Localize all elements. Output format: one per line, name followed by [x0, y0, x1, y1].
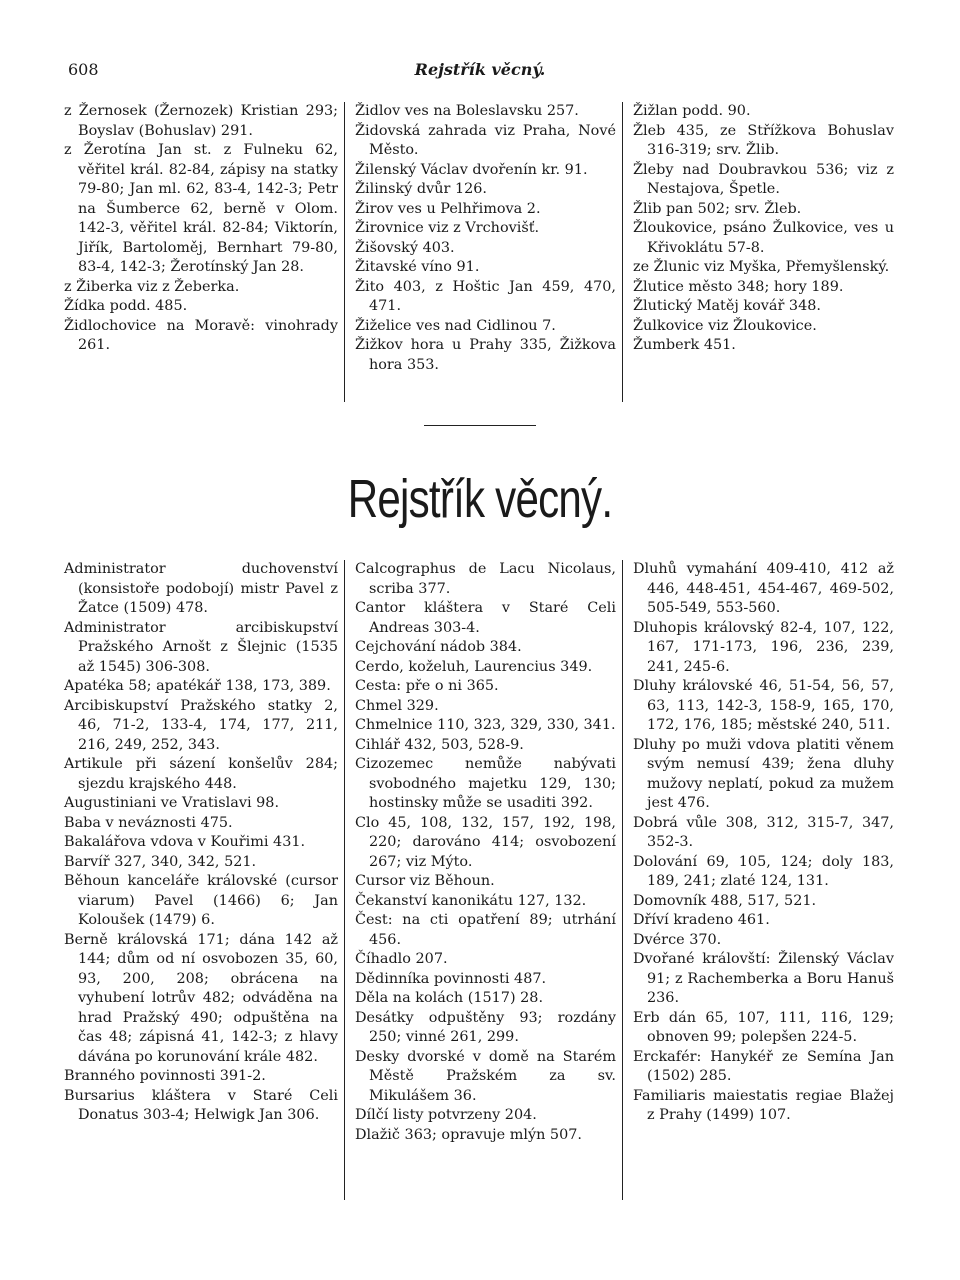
- index-entry: Dluhy královské 46, 51-54, 56, 57, 63, 113, 142-3, 158-9, 165, 170, 172, 176, 185; městské 240, 511.: [633, 678, 894, 733]
- index-entry: Dříví kradeno 461.: [633, 912, 770, 928]
- index-entry: z Žernosek (Žernozek) Kristian 293; Boyslav (Bohuslav) 291.: [64, 103, 338, 139]
- index-entry: Žleby nad Doubravkou 536; viz z Nestajova, Špetle.: [633, 161, 894, 197]
- index-column-1: [64, 560, 344, 1200]
- index-entry: Žloukovice, psáno Žulkovice, ves u Křivoklátu 57-8.: [633, 220, 894, 256]
- index-bottom-columns: [64, 560, 900, 1200]
- index-entry: Dílčí listy potvrzeny 204.: [355, 1107, 537, 1123]
- index-column-1: [64, 102, 344, 402]
- index-entry: Berně královská 171; dána 142 až 144; dům od ní osvobozen 35, 60, 93, 200, 208; obrácena na vyhubení lotrův 482; odváděna na hrad Pražský 490; odpuštěna na čas 48; zápisná 41, 142-3; z hlavy dávána po korunování krále 482.: [64, 931, 338, 1065]
- index-entry: Barvíř 327, 340, 342, 521.: [64, 853, 257, 870]
- index-entry: Dolování 69, 105, 124; doly 183, 189, 241; zlaté 124, 131.: [633, 853, 894, 889]
- index-entry: Cerdo, koželuh, Laurencius 349.: [355, 658, 593, 675]
- index-top-columns: [64, 102, 900, 402]
- index-entry: Administrator arcibiskupství Pražského Arnošt z Šlejnic (1535 až 1545) 306-308.: [64, 619, 338, 675]
- index-entry: Žilinský dvůr 126.: [355, 181, 487, 197]
- index-entry: Žilenský Václav dvořenín kr. 91.: [355, 161, 588, 178]
- index-entry: Žleb 435, ze Střížkova Bohuslav 316-319; srv. Žlib.: [633, 122, 894, 158]
- index-entry: Dvérce 370.: [633, 931, 722, 948]
- index-entry: Žulkovice viz Žloukovice.: [633, 317, 817, 334]
- index-entry: Žumberk 451.: [633, 337, 736, 353]
- index-entry: Žišovský 403.: [355, 239, 455, 256]
- index-entry: Familiaris maiestatis regiae Blažej z Prahy (1499) 107.: [633, 1087, 894, 1123]
- index-entry: Žiželice ves nad Cidlinou 7.: [355, 317, 556, 334]
- index-entry: Apatéka 58; apatékář 138, 173, 389.: [64, 678, 331, 694]
- index-entry: Clo 45, 108, 132, 157, 192, 198, 220; darováno 414; osvobození 267; viz Mýto.: [355, 814, 616, 870]
- index-column-2: [344, 102, 622, 402]
- index-entry: Cursor viz Běhoun.: [355, 873, 495, 889]
- index-entry: Cantor kláštera v Staré Celi Andreas 303-4.: [355, 600, 616, 636]
- section-divider: [424, 425, 536, 426]
- index-entry: Žižlan podd. 90.: [633, 103, 751, 119]
- index-entry: Žito 403, z Hoštic Jan 459, 470, 471.: [355, 278, 616, 314]
- index-entry: Calcographus de Lacu Nicolaus, scriba 377.: [355, 561, 616, 597]
- index-entry: Číhadlo 207.: [355, 951, 448, 967]
- index-entry: Arcibiskupství Pražského statky 2, 46, 71-2, 133-4, 174, 177, 211, 216, 249, 252, 343.: [64, 697, 338, 753]
- index-entry: Dlažič 363; opravuje mlýn 507.: [355, 1126, 582, 1143]
- index-entry: Žitavské víno 91.: [355, 259, 480, 275]
- index-entry: Dvořané královští: Žilenský Václav 91; z Rachemberka a Boru Hanuš 236.: [633, 951, 894, 1006]
- index-entry: Cejchování nádob 384.: [355, 639, 522, 655]
- index-entry: Cihlář 432, 503, 528-9.: [355, 736, 524, 753]
- index-entry: Žlutický Matěj kovář 348.: [633, 298, 821, 314]
- index-entry: Žirovnice viz z Vrchovišť.: [355, 220, 540, 236]
- index-entry: Desátky odpuštěny 93; rozdány 250; vinné 261, 299.: [355, 1009, 616, 1045]
- index-column-3: [622, 102, 900, 402]
- index-entry: ze Žlunic viz Myška, Přemyšlenský.: [633, 259, 890, 275]
- index-entry: Bursarius kláštera v Staré Celi Donatus 303-4; Helwigk Jan 306.: [64, 1087, 338, 1123]
- index-entry: z Žiberka viz z Žeberka.: [64, 278, 240, 295]
- index-column-2: [344, 560, 622, 1200]
- index-entry: Erckafér: Hanykéř ze Semína Jan (1502) 285.: [633, 1048, 894, 1084]
- index-entry: Chmel 329.: [355, 697, 439, 714]
- index-entry: Bakalářova vdova v Kouřimi 431.: [64, 834, 306, 850]
- index-entry: Žirov ves u Pelhřimova 2.: [355, 200, 541, 217]
- index-entry: Židovská zahrada viz Praha, Nové Město.: [355, 122, 616, 158]
- index-entry: Baba v neváznosti 475.: [64, 814, 233, 831]
- page-number: 608: [68, 60, 99, 79]
- index-entry: Děla na kolách (1517) 28.: [355, 990, 544, 1006]
- index-entry: Židlov ves na Boleslavsku 257.: [355, 103, 579, 119]
- index-entry: Administrator duchovenství (konsistoře podobojí) mistr Pavel z Žatce (1509) 478.: [64, 561, 338, 616]
- index-entry: Žlib pan 502; srv. Žleb.: [633, 200, 802, 217]
- index-entry: Augustiniani ve Vratislavi 98.: [64, 795, 280, 811]
- index-entry: Žlutice město 348; hory 189.: [633, 278, 844, 295]
- index-entry: Dluhů vymahání 409-410, 412 až 446, 448-451, 454-467, 469-502, 505-549, 553-560.: [633, 561, 894, 616]
- page-header: [68, 60, 892, 84]
- index-entry: Čest: na cti opatření 89; utrhání 456.: [355, 912, 616, 948]
- index-entry: Erb dán 65, 107, 111, 116, 129; obnoven 99; polepšen 224-5.: [633, 1009, 894, 1045]
- index-entry: Čekanství kanonikátu 127, 132.: [355, 892, 587, 909]
- index-entry: Žídka podd. 485.: [64, 298, 188, 314]
- index-entry: z Žerotína Jan st. z Fulneku 62, věřitel král. 82-84, zápisy na statky 79-80; Jan ml. 62, 83-4, 142-3; Petr na Šumberce 62, berně v Olom. 142-3, věřitel král. 82-84; Viktorín, Jiřík, Bartoloměj, Bernhart 79-80, 83-4, 142-3; Žerotínský Jan 28.: [64, 142, 338, 275]
- index-entry: Dědinníka povinnosti 487.: [355, 970, 547, 987]
- index-entry: Branného povinnosti 391-2.: [64, 1068, 266, 1084]
- index-entry: Dluhopis královský 82-4, 107, 122, 167, 171-173, 196, 236, 239, 241, 245-6.: [633, 619, 894, 675]
- index-entry: Žižkov hora u Prahy 335, Žižkova hora 353.: [355, 337, 616, 373]
- index-entry: Běhoun kanceláře královské (cursor viarum) Pavel (1466) 6; Jan Koloušek (1479) 6.: [64, 873, 338, 928]
- index-entry: Cizozemec nemůže nabývati svobodného majetku 129, 130; hostinsky může se usaditi 392.: [355, 756, 616, 811]
- index-entry: Dluhy po muži vdova platiti věnem svým nemusí 439; žena dluhy mužovy neplatí, pokud za mužem jest 476.: [633, 736, 894, 811]
- section-title: Rejstřík věcný.: [347, 469, 613, 529]
- index-entry: Desky dvorské v domě na Starém Městě Pražském za sv. Mikulášem 36.: [355, 1048, 616, 1104]
- running-title: Rejstřík věcný.: [414, 60, 546, 79]
- index-entry: Dobrá vůle 308, 312, 315-7, 347, 352-3.: [633, 814, 894, 850]
- index-entry: Domovník 488, 517, 521.: [633, 892, 817, 909]
- index-entry: Artikule při sázení konšelův 284; sjezdu krajského 448.: [64, 756, 338, 792]
- index-entry: Cesta: pře o ni 365.: [355, 678, 499, 694]
- index-column-3: [622, 560, 900, 1200]
- index-entry: Chmelnice 110, 323, 329, 330, 341.: [355, 717, 616, 733]
- index-entry: Židlochovice na Moravě: vinohrady 261.: [64, 317, 338, 353]
